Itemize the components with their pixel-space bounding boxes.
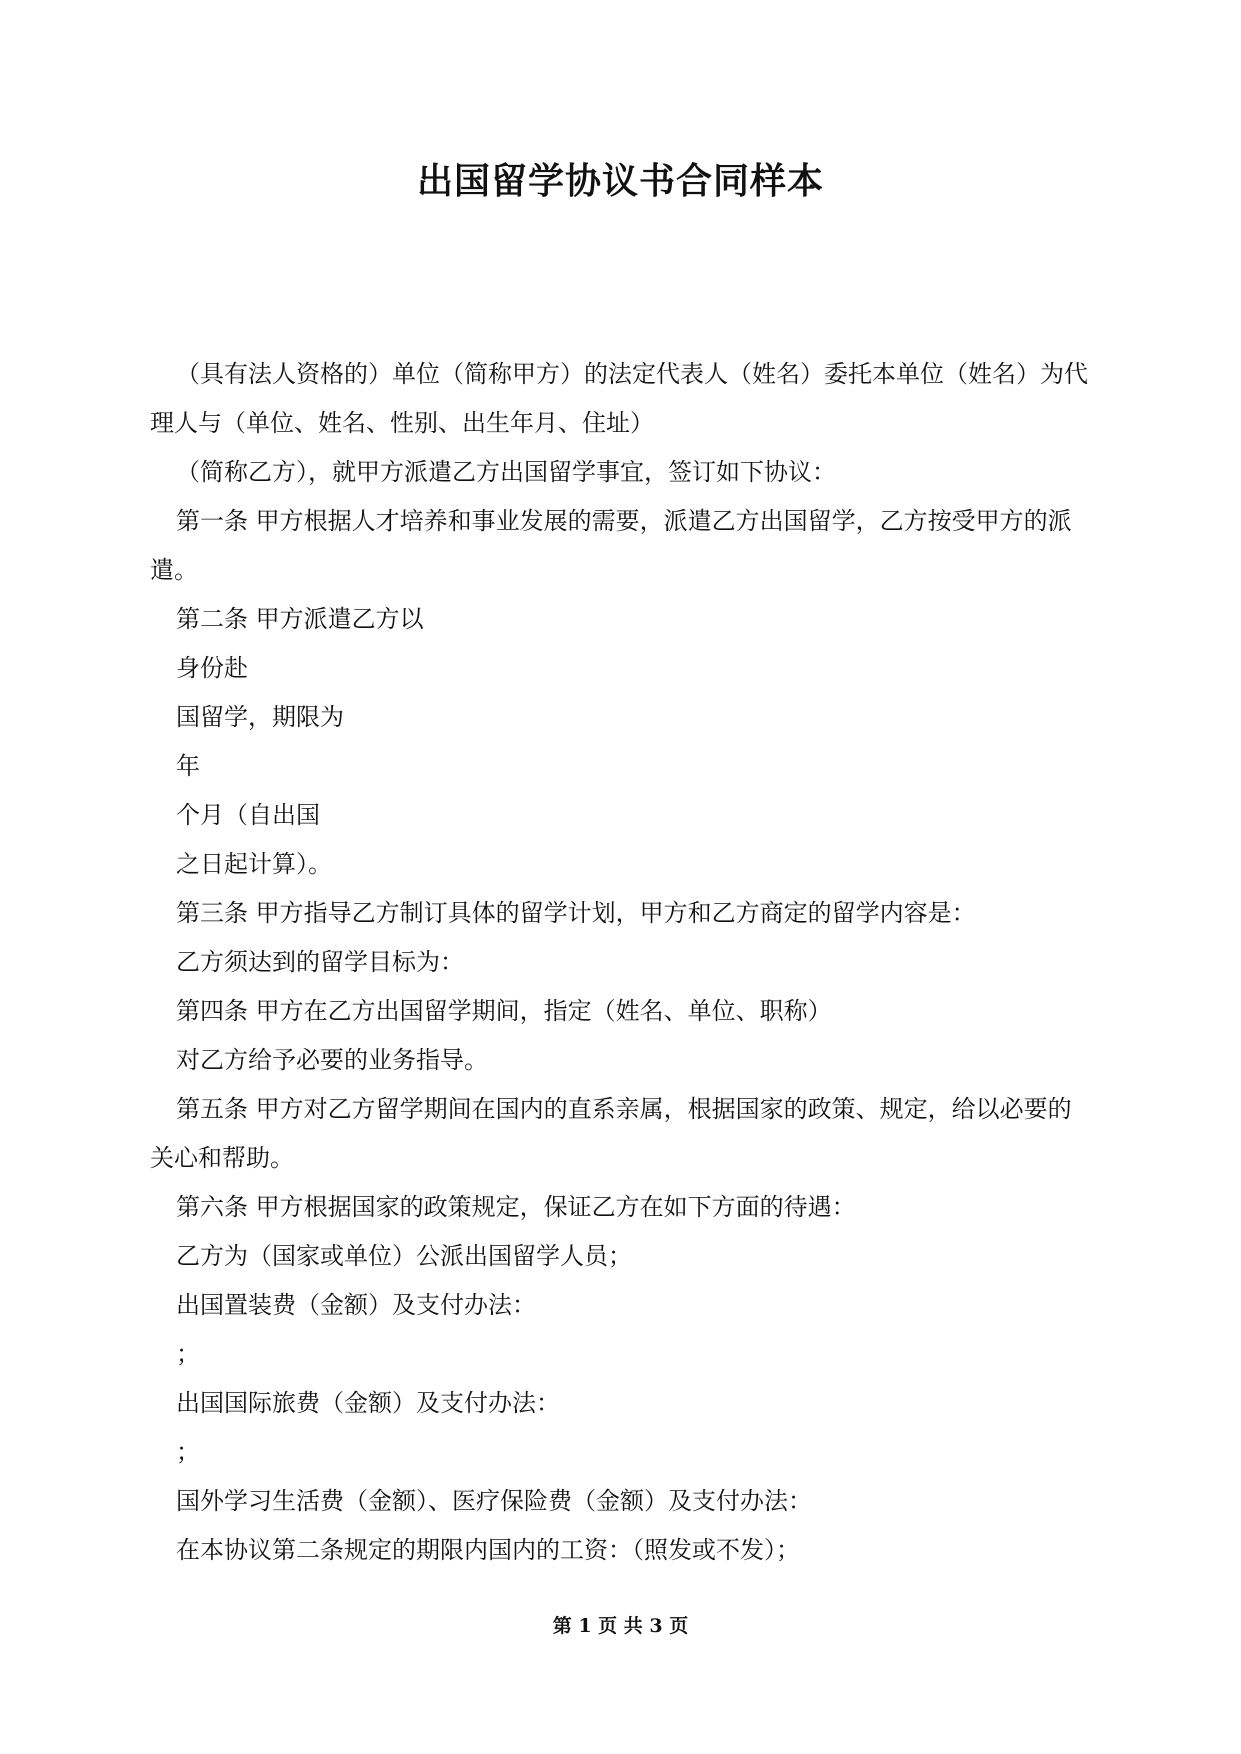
page-number-footer: 第 1 页 共 3 页 <box>552 1615 689 1637</box>
paragraph: 乙方为（国家或单位）公派出国留学人员； <box>176 1242 632 1270</box>
paragraph: 在本协议第二条规定的期限内国内的工资：（照发或不发）； <box>176 1536 800 1564</box>
paragraph: ； <box>176 1340 200 1368</box>
paragraph: 国外学习生活费（金额）、医疗保险费（金额）及支付办法： <box>176 1487 812 1515</box>
paragraph: 对乙方给予必要的业务指导。 <box>176 1046 488 1074</box>
paragraph: （简称乙方），就甲方派遣乙方出国留学事宜，签订如下协议： <box>176 458 836 486</box>
paragraph: 之日起计算）。 <box>176 850 332 878</box>
document-body <box>150 350 1090 1575</box>
paragraph: 第二条 甲方派遣乙方以 <box>176 605 424 633</box>
paragraph: 年 <box>176 752 200 780</box>
document-title: 出国留学协议书合同样本 <box>416 161 824 202</box>
paragraph: 个月（自出国 <box>176 801 320 829</box>
paragraph: 第六条 甲方根据国家的政策规定，保证乙方在如下方面的待遇： <box>176 1193 856 1221</box>
paragraph: 第一条 甲方根据人才培养和事业发展的需要，派遣乙方出国留学，乙方按受甲方的派遣。 <box>150 507 1072 584</box>
paragraph: 第四条 甲方在乙方出国留学期间，指定（姓名、单位、职称） <box>176 997 832 1025</box>
paragraph: ； <box>176 1438 200 1466</box>
paragraph: 出国国际旅费（金额）及支付办法： <box>176 1389 560 1417</box>
paragraph: （具有法人资格的）单位（简称甲方）的法定代表人（姓名）委托本单位（姓名）为代理人与（单位、姓名、性别、出生年月、住址） <box>150 360 1088 437</box>
paragraph: 身份赴 <box>176 654 248 682</box>
paragraph: 第五条 甲方对乙方留学期间在国内的直系亲属，根据国家的政策、规定，给以必要的关心和帮助。 <box>150 1095 1072 1172</box>
paragraph: 国留学，期限为 <box>176 703 344 731</box>
paragraph: 第三条 甲方指导乙方制订具体的留学计划，甲方和乙方商定的留学内容是： <box>176 899 976 927</box>
paragraph: 出国置装费（金额）及支付办法： <box>176 1291 536 1319</box>
paragraph: 乙方须达到的留学目标为： <box>176 948 464 976</box>
